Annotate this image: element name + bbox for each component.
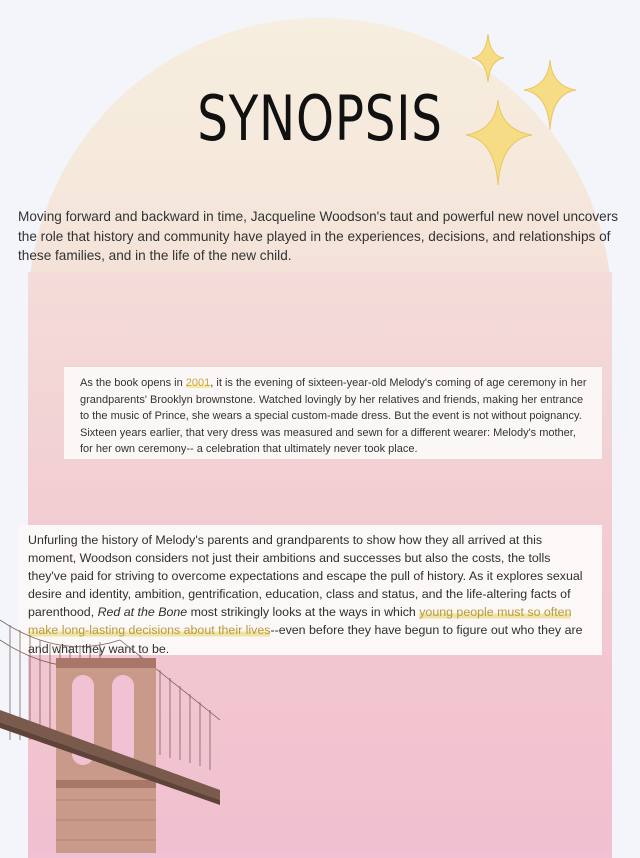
para2-text-before: Unfurling the history of Melody's parents and grandparents to show how they all arrived at this moment, Woodson considers not just their ambitions and successes but also the costs, the tolls they've paid for striving to overcome expectations and escape the pull of history. As it explores sexual desire and identity, ambition, gentrification, education, class and status, and the life-altering facts of parenthood,: [28, 533, 583, 620]
page-title: SYNOPSIS: [197, 82, 443, 155]
intro-paragraph: Moving forward and backward in time, Jacqueline Woodson's taut and powerful new novel uncovers the role that history and community have played in the experiences, decisions, and relationships of these families, and in the life of the new child.: [18, 209, 619, 263]
synopsis-paragraph-1: [64, 367, 602, 459]
para1-text-before: As the book opens in: [80, 377, 186, 389]
bridge-illustration: [0, 600, 220, 853]
para1-year-highlight: 2001: [185, 377, 211, 389]
para2-text-middle: most strikingly looks at the ways in which: [187, 605, 420, 620]
para2-highlight: young people must so often make long-lasting decisions about their lives: [28, 605, 572, 638]
book-title: Red at the Bone: [97, 605, 188, 620]
para1-text-after: , it is the evening of sixteen-year-old Melody's coming of age ceremony in her grandparents' Brooklyn brownstone. Watched lovingly by her relatives and friends, making her entrance to the music of Prince, she wears a special custom-made dress. But the event is not without poignancy. Sixteen years earlier, that very dress was measured and sewn for a different wearer: Melody's mother, for her own ceremony-- a celebration that ultimately never took place.: [80, 377, 587, 455]
para2-text-after: --even before they have begun to figure out who they are and what they want to be.: [28, 623, 583, 656]
